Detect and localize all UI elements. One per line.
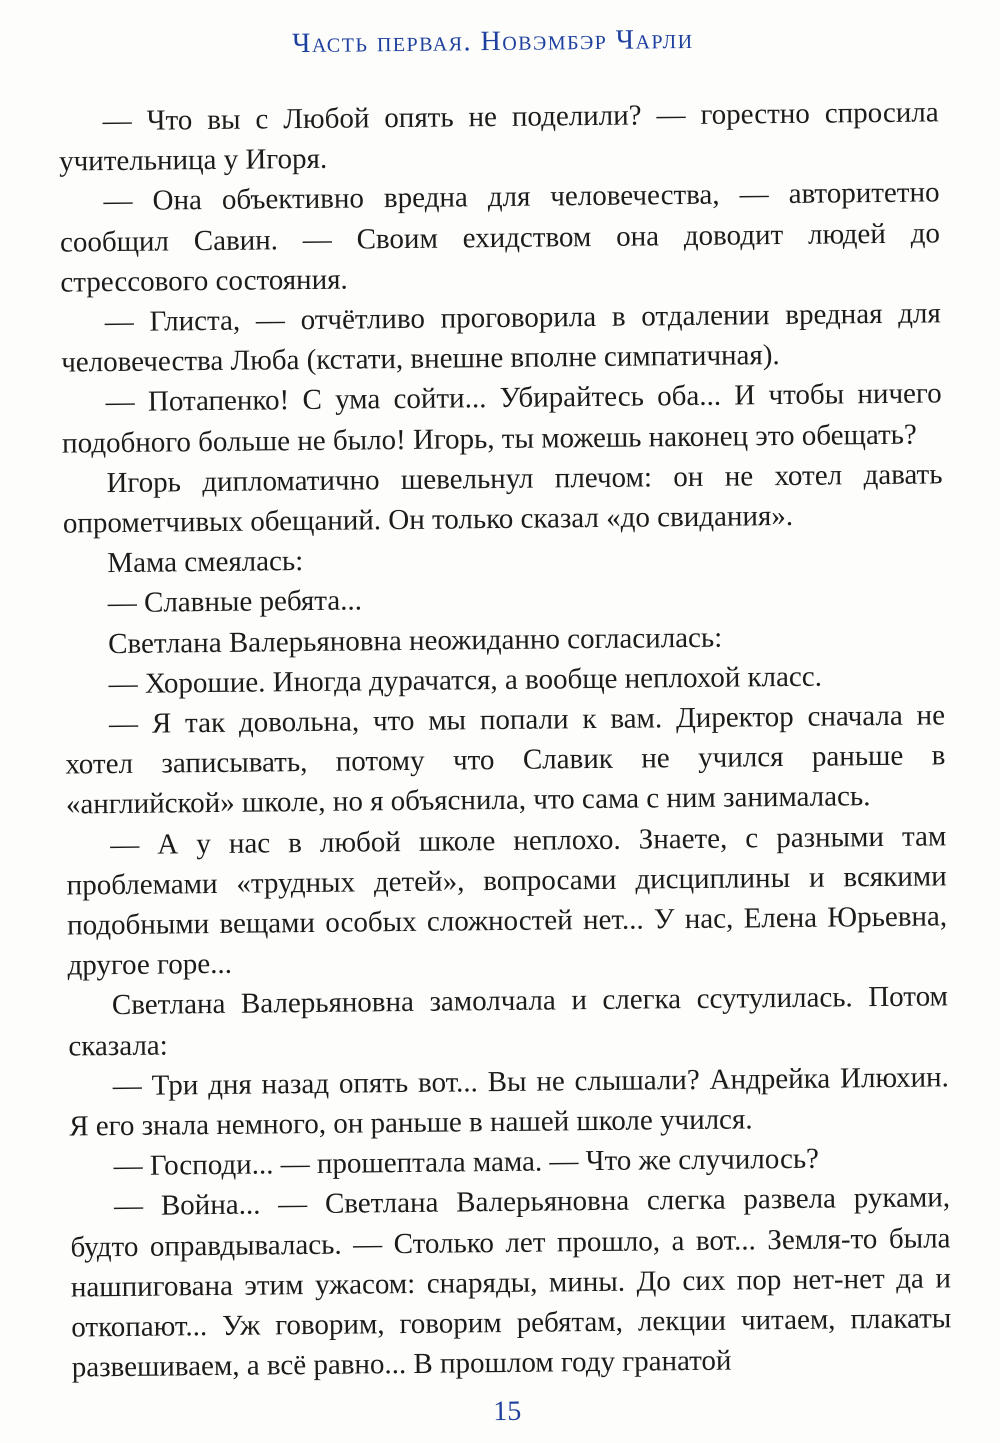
paragraph: — Господи... — прошептала мама. — Что же случилось? <box>113 1142 820 1183</box>
running-header: Часть первая. Новэмбэр Чарли <box>292 23 694 60</box>
page-number: 15 <box>493 1395 522 1428</box>
paragraph: Светлана Валерьяновна неожиданно согласилась: <box>108 621 723 660</box>
paragraph: — Я так довольна, что мы попали к вам. Директор сначала не хотел записывать, потому что Славик не учился раньше в «английской» школе, но я объяснила, что сама с ним занималась. <box>65 699 946 822</box>
paragraph: — Потапенко! С ума сойти... Убирайтесь оба... И чтобы ничего подобного больше не было! Игорь, ты можешь наконец это обещать? <box>61 377 942 460</box>
paragraph: Игорь дипломатично шевельнул плечом: он не хотел давать опрометчивых обещаний. Он только сказал «до свидания». <box>62 458 943 540</box>
paragraph: Светлана Валерьяновна замолчала и слегка ссутулилась. Потом сказала: <box>68 980 949 1063</box>
paragraph: — Что вы с Любой опять не поделили? — горестно спросила учительница у Игоря. <box>58 96 939 178</box>
paragraph: — А у нас в любой школе неплохо. Знаете, с разными там проблемами «трудных детей», вопросами дисциплины и всякими подобными вещами особых сложностей нет... У нас, Елена Юрьевна, другое горе... <box>66 819 948 982</box>
paragraph: — Хорошие. Иногда дурачатся, а вообще неплохой класс. <box>108 660 823 700</box>
paragraph: — Славные ребята... <box>107 584 363 620</box>
paragraph: — Война... — Светлана Валерьяновна слегка развела руками, будто оправдывалась. — Столько лет прошло, а вот... Земля-то была нашпигована этим ужасом: снаряды, мины. До сих пор нет-нет да и откопают... Уж говорим, говорим ребятам, лекции читаем, плакаты развешиваем, а всё равно... В прошлом году гранатой <box>70 1181 952 1384</box>
paragraph: — Три дня назад опять вот... Вы не слышали? Андрейка Илюхин. Я его знала немного, он раньше в нашей школе учился. <box>69 1061 949 1143</box>
paragraph: — Она объективно вредна для человечества, — авторитетно сообщил Савин. — Своим ехидством она доводит людей до стрессового состояния. <box>59 176 941 299</box>
body-text <box>58 92 951 1388</box>
paragraph: — Глиста, — отчётливо проговорила в отдалении вредная для человечества Люба (кстати, внешне вполне симпатичная). <box>61 297 941 379</box>
paragraph: Мама смеялась: <box>107 545 304 580</box>
